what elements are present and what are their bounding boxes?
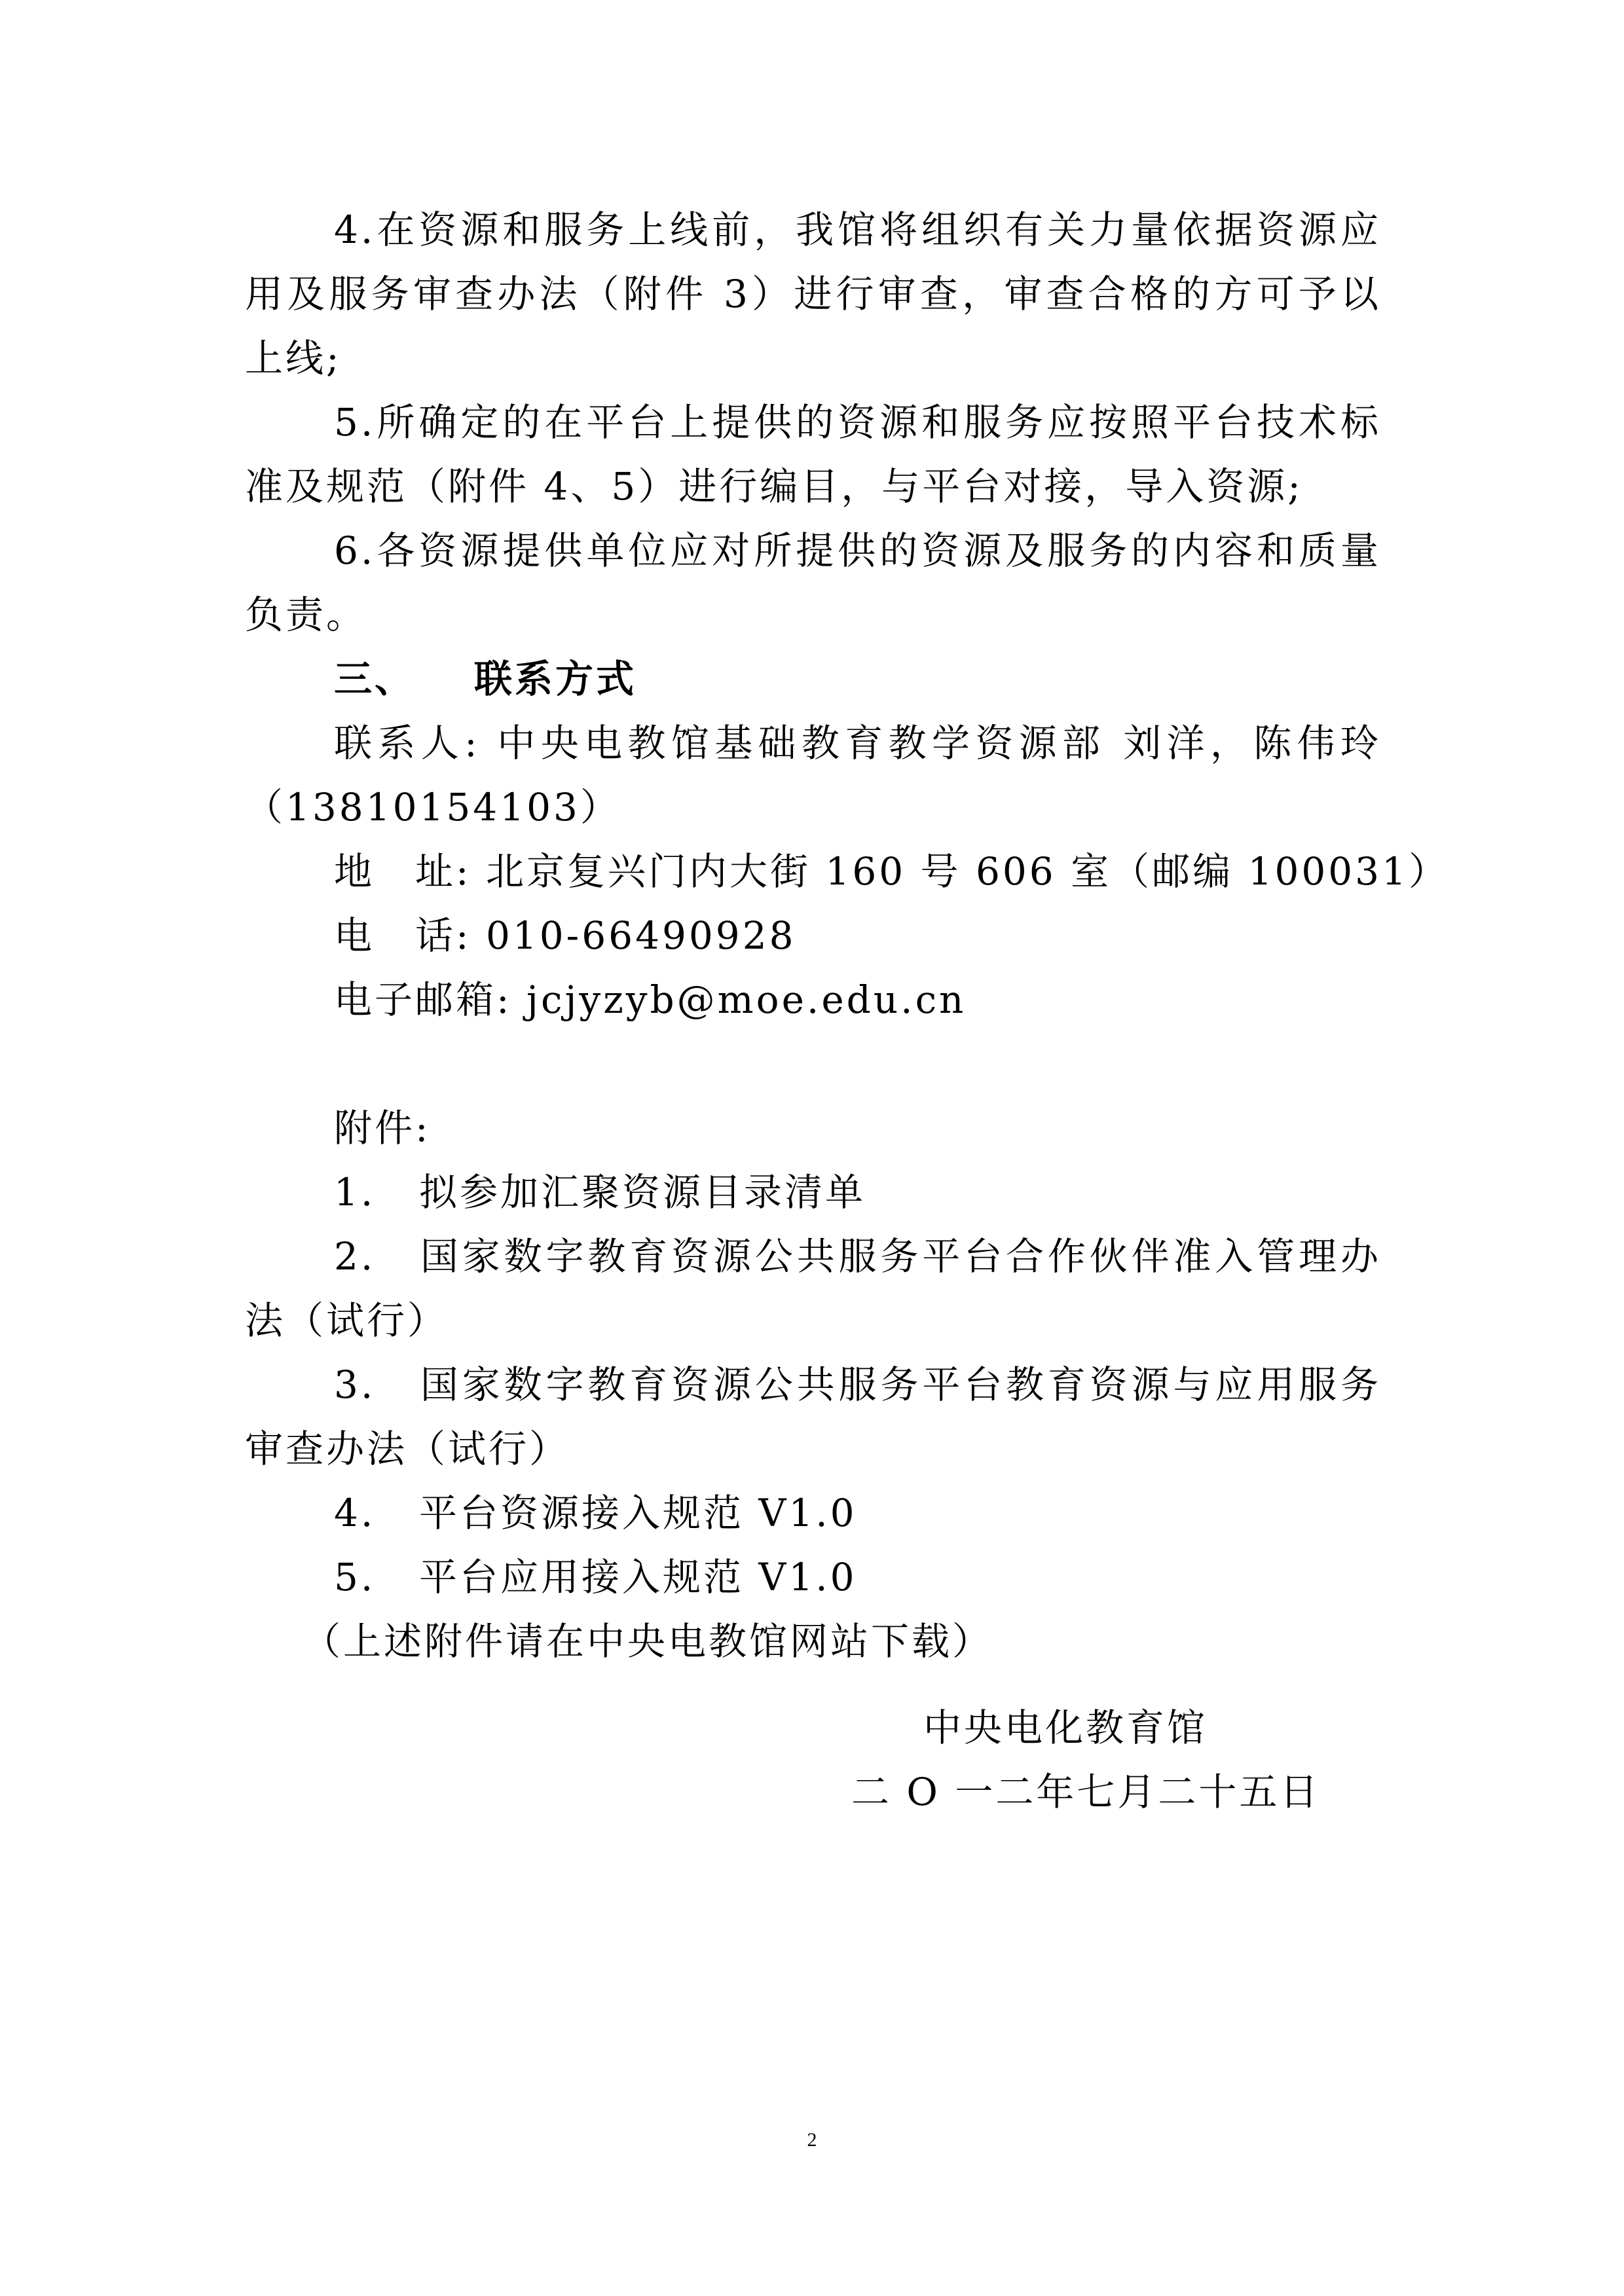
paragraph-item-4: 4.在资源和服务上线前，我馆将组织有关力量依据资源应用及服务审查办法（附件 3）进行审查，审查合格的方可予以上线; — [245, 208, 1381, 380]
contact-person: 联系人: 中央电教馆基础教育教学资源部 刘洋，陈伟玲（13810154103） — [245, 721, 1381, 829]
attachment-item — [245, 1545, 1381, 1609]
attachment-item — [245, 1160, 1381, 1224]
attachment-item — [245, 1481, 1381, 1545]
paragraph-item-5: 5.所确定的在平台上提供的资源和服务应按照平台技术标准及规范（附件 4、5）进行编目，与平台对接，导入资源; — [245, 400, 1381, 509]
contact-address: 地 址: 北京复兴门内大街 160 号 606 室（邮编 100031） — [334, 849, 1449, 894]
attachment-item — [245, 1353, 1381, 1481]
attachment-item — [245, 1224, 1381, 1353]
attachment-text: 拟参加汇聚资源目录清单 — [419, 1170, 866, 1214]
attachment-text: 国家数字教育资源公共服务平台教育资源与应用服务审查办法（试行） — [245, 1362, 1381, 1471]
attachment-number: 4. — [334, 1491, 376, 1535]
document-body — [245, 198, 1449, 1673]
signature-date: 二 O 一二年七月二十五日 — [851, 1770, 1321, 1814]
attachments-note: （上述附件请在中央电教馆网站下载） — [303, 1619, 993, 1664]
attachment-text: 平台应用接入规范 V1.0 — [419, 1555, 857, 1599]
contact-phone: 电 话: 010-66490928 — [334, 913, 796, 958]
attachment-number: 3. — [334, 1362, 376, 1407]
section-number: 三、 — [334, 657, 416, 701]
signature-organization: 中央电化教育馆 — [923, 1705, 1208, 1750]
contact-email: 电子邮箱: jcjyzyb@moe.edu.cn — [334, 977, 967, 1022]
attachment-number: 5. — [334, 1555, 376, 1599]
page-number: 2 — [807, 2129, 817, 2151]
paragraph-item-6: 6.各资源提供单位应对所提供的资源及服务的内容和质量负责。 — [245, 528, 1381, 637]
attachments-heading: 附件: — [334, 1106, 431, 1150]
attachment-number: 2. — [334, 1234, 376, 1279]
section-heading-contact — [245, 647, 1381, 711]
signature-block — [851, 1696, 1375, 1824]
section-title: 联系方式 — [474, 657, 637, 701]
attachment-text: 国家数字教育资源公共服务平台合作伙伴准入管理办法（试行） — [245, 1234, 1381, 1343]
attachment-text: 平台资源接入规范 V1.0 — [419, 1491, 857, 1535]
attachment-number: 1. — [334, 1170, 376, 1214]
